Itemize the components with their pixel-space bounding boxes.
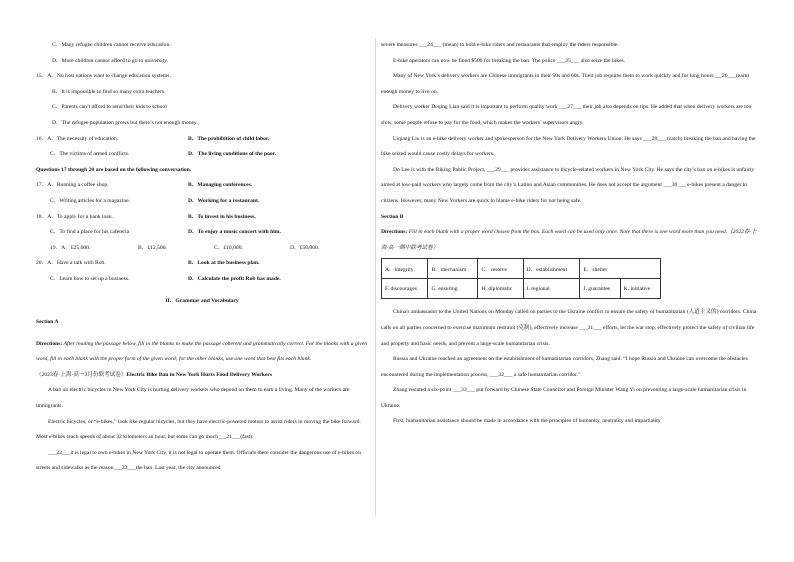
- q14-option-d: D．More children cannot afford to go to university.: [52, 57, 169, 64]
- word-box-cell: I. regional: [523, 279, 580, 299]
- word-box-cell: K. initiative: [620, 279, 660, 299]
- directions-b-label: Directions:: [381, 229, 408, 236]
- q15-option-b: B．It is impossible to find so many extra teachers.: [52, 88, 166, 95]
- q19-option-b: B．£12,500.: [138, 244, 167, 251]
- q18-option-a: 18．A．To apply for a bank loan.: [36, 213, 113, 220]
- q16-option-c: C．The victims of armed conflicts.: [50, 151, 130, 158]
- right-column: [381, 38, 759, 430]
- word-box-cell: G. ensuring: [428, 279, 478, 299]
- passage-b-paragraph-3: Zhang restated a six-point ___33___ put forward by Chinese State Councilor and Foreign Minister Wang Yi on preventing a large-scale humanitarian crisis in Ukraine.: [381, 387, 747, 409]
- passage-b-paragraph-2: Russia and Ukraine reached an agreement on the establishment of humanitarian corridors, Zhang said. “I hope Russia and Ukraine can overcome the obstacles encountered during the implementation process, ___32___ a safe humanitarian corridor.”: [381, 356, 748, 378]
- word-box-row: [382, 259, 661, 279]
- q17-option-d: D．Working for a restaurant.: [188, 197, 260, 204]
- q19-row: [36, 241, 368, 257]
- word-box-cell: J. guarantee: [580, 279, 620, 299]
- q17-20-instruction: Questions 17 through 20 are based on the following conversation.: [36, 166, 192, 173]
- q17-row-2: [36, 194, 368, 210]
- q16-option-b: B．The prohibition of child labor.: [188, 135, 270, 142]
- section-heading: II．Grammar and Vocabulary: [165, 297, 239, 304]
- passage-b-paragraph-4: First, humanitarian assistance should be made in accordance with the principles of humanity, neutrality and impartiality: [393, 418, 661, 425]
- q20-option-a: 20．A．Have a talk with Rob.: [36, 260, 106, 267]
- q17-option-b: B．Managing conferences.: [188, 182, 253, 189]
- q17-option-a: 17．A．Running a coffee shop.: [36, 182, 109, 189]
- passage-paragraph-6: Many of New York’s delivery workers are Chinese immigrants in their 50s and 60s. Their job requires them to work quickly and for long hours___26___(earn) enough money to live on.: [381, 73, 750, 95]
- q20-option-d: D．Calculate the profit Rob has made.: [188, 275, 281, 282]
- q15-option-a: 15．A．No host nations want to change education systems.: [36, 73, 171, 80]
- word-box-cell: B．mechanism: [428, 259, 478, 279]
- passage-paragraph-8: Liqiang Liu is an e-bike delivery worker and spokesperson for the New York Delivery Workers Union. He says ___28___ (catch) breaking the ban and having the bike seized would cause costly delays for workers.: [381, 135, 756, 158]
- passage-paragraph-4: severe measures ___24___ (mean) to hold e-bike riders and restaurants that employ the riders responsible.: [381, 42, 619, 48]
- passage-paragraph-7: Delivery worker Deqing Lian said it is important to perform quality work ___27___ their job also depends on tips. He added that when delivery workers are too slow, some people refuse to pay for the food, which makes the workers’ supervisors angry.: [381, 104, 752, 126]
- q19-option-a: 19．A．£25,000.: [50, 244, 91, 251]
- q14-option-c: C．Many refugee children cannot receive education.: [52, 42, 171, 48]
- word-box-cell: C．resolve: [478, 259, 523, 279]
- passage-paragraph-1: A ban on electric bicycles in New York City is hurting delivery workers who depend on them to earn a living. Many of the workers are immigrants.: [36, 387, 350, 410]
- q20-option-c: C．Learn how to set up a business.: [50, 275, 130, 282]
- q15-option-c: C．Parents can’t afford to send their kids to school: [52, 104, 167, 111]
- passage-paragraph-9: Do Lee is with the Biking Public Project, ___29___ provides assistance to bicycle-related workers in New York City. He says the city’s ban on e-bikes is unfairly aimed at low-paid workers who largely come from the city’s Latino and Asian communities. He does not accept the argument ___30___ e-bikes present a danger to citizens. However, many New Yorkers are quick to blame e-bike riders for not being safe.: [381, 166, 755, 204]
- passage-header: [36, 368, 368, 384]
- word-box: [381, 258, 661, 299]
- section-b-heading: Section B: [381, 213, 404, 220]
- q16-row-1: [36, 132, 368, 148]
- q16-row-2: [36, 147, 368, 163]
- q18-option-b: B．To invest in his business.: [188, 213, 256, 220]
- q15-option-d: D．The refugee population grows but there’s not enough money.: [52, 119, 198, 126]
- directions-b-text: Fill in each blank with a proper word chosen from the box. Each word can be used only once. Note that there is one word more than you need.（2022春·上海·高一期中联考试卷）: [381, 229, 757, 251]
- section-a-heading: Section A: [36, 319, 59, 326]
- passage-paragraph-2: Electric bicycles, or “e-bikes,” look like regular bicycles, but they have electric-powered motors to assist riders in moving the bike forward. Most e-bikes reach speeds of about 32 kilometers an hour, but some can go much___21___(fast).: [36, 418, 361, 441]
- q19-option-d: D．£50,000.: [290, 244, 320, 251]
- q16-option-a: 16．A．The necessity of education.: [36, 135, 119, 142]
- word-box-row: [382, 279, 661, 299]
- q20-row-2: [36, 272, 368, 288]
- word-box-cell: F. discourages: [382, 279, 428, 299]
- q18-option-d: D．To enjoy a music concert with him.: [188, 229, 281, 236]
- word-box-cell: E．shelter: [580, 259, 661, 279]
- q20-option-b: B．Look at the business plan.: [188, 260, 260, 267]
- q16-option-d: D．The living conditions of the poor.: [188, 151, 277, 158]
- q17-option-c: C．Writing articles for a magazine.: [50, 197, 131, 204]
- column-divider: [375, 38, 376, 516]
- q18-row-1: [36, 210, 368, 226]
- passage-b-paragraph-1: China's ambassador to the United Nations on Monday called on parties to the Ukraine conflict to ensure the safety of humanitarian (人道主义的) corridors. China calls on all parties concerned to exercise maximum restraint (克制), effectively increase ___31___ efforts, let the war stop, effectively protect the safety of civilian life and property and basic needs, and prevent a large-scale humanitarian crisis.: [381, 309, 757, 347]
- word-box-cell: H. diplomatic: [478, 279, 523, 299]
- passage-source: （2023春·上海·高一3月份联考试卷）: [36, 371, 127, 378]
- q20-row-1: [36, 256, 368, 272]
- q17-row-1: [36, 178, 368, 194]
- q19-option-c: C．£10,000.: [214, 244, 243, 251]
- section-b-directions: [381, 225, 759, 256]
- q18-option-c: C．To find a place for his cafeteria: [50, 229, 130, 236]
- passage-paragraph-5: E-bike operators can now be fined $500 for breaking the ban. The police ___25___ also seize the bikes.: [393, 57, 626, 64]
- passage-title: Electric Bike Ban in New York Hurts Food Delivery Workers: [126, 371, 273, 378]
- directions-label: Directions:: [36, 340, 63, 347]
- directions-text: After reading the passage below, fill in the blanks to make the passage coherent and grammatically correct. For the blanks with a given word, fill in each blank with the proper form of the given word; for the other blanks, use one word that best fits each blank.: [36, 340, 368, 363]
- left-column: [36, 38, 368, 477]
- word-box-cell: D．establishment: [523, 259, 580, 279]
- q18-row-2: [36, 225, 368, 241]
- passage-paragraph-3: ___22___it is legal to own e-bikes in New York City, it is not legal to operate them. Officials there consider the dangerous use of e-bikes on streets and sidewalks as the reason___23___the ban. Last year, the city announced: [36, 449, 362, 472]
- section-a-directions: [36, 337, 368, 368]
- word-box-cell: A．integrity: [382, 259, 428, 279]
